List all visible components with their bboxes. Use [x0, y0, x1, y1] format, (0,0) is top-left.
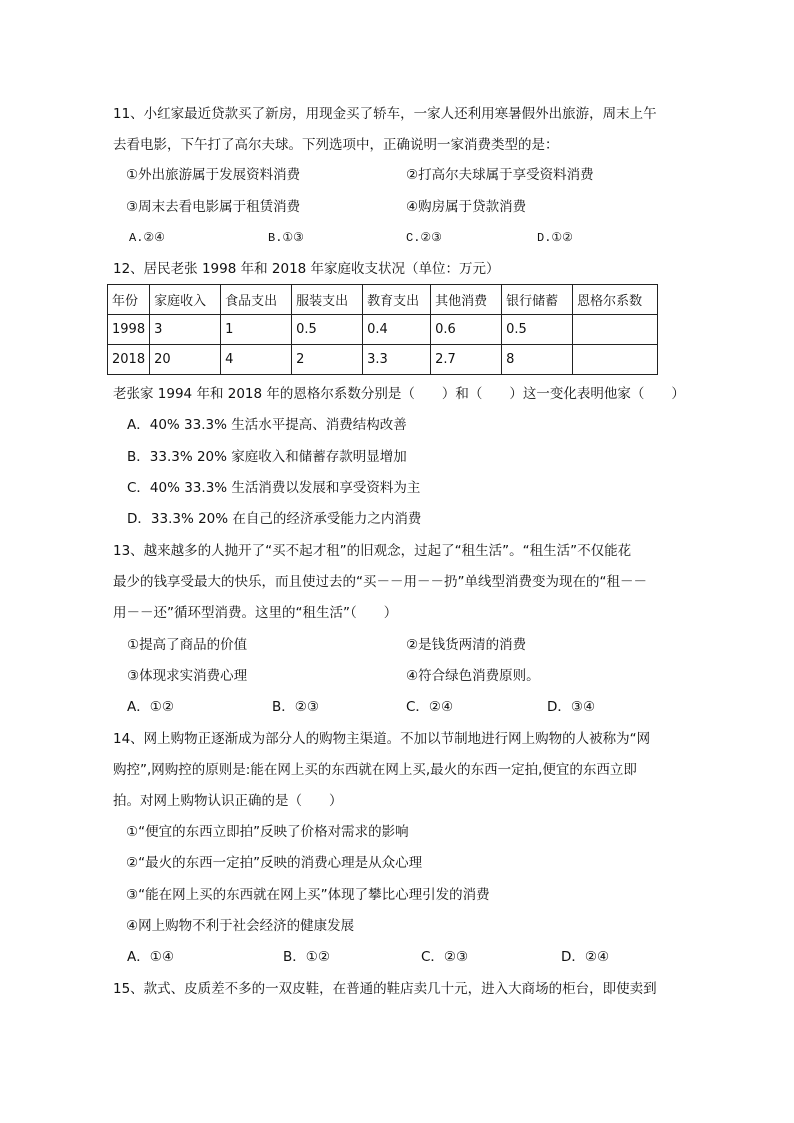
q14-option-b: B．①②: [283, 949, 330, 965]
table-row: [108, 345, 658, 375]
table-cell: 0.4: [363, 315, 431, 345]
q13-stem-line2: 最少的钱享受最大的快乐，而且使过去的“买－－用－－扔”单线型消费变为现在的“租－－: [113, 574, 647, 590]
q14-option-d: D．②④: [561, 949, 610, 965]
q11-statement-4: ④购房属于贷款消费: [406, 199, 527, 215]
q13-option-b: B．②③: [272, 699, 319, 715]
table-cell: 3.3: [363, 345, 431, 375]
q14-stem-line2: 购控”,网购控的原则是:能在网上买的东西就在网上买,最火的东西一定拍,便宜的东西立即: [113, 762, 637, 778]
table-cell: 4: [221, 345, 292, 375]
q11-statement-3: ③周末去看电影属于租赁消费: [126, 199, 301, 215]
q13-statement-3: ③体现求实消费心理: [127, 668, 248, 684]
q11-statement-2: ②打高尔夫球属于享受资料消费: [406, 167, 594, 183]
q13-stem-line1: 13、越来越多的人抛开了“买不起才租”的旧观念，过起了“租生活”。“租生活”不仅能花: [113, 543, 632, 559]
q13-stem-line3: 用－－还”循环型消费。这里的“租生活”（ ）: [113, 605, 398, 621]
table-cell: 0.5: [502, 315, 573, 345]
table-header-cell: 银行储蓄: [502, 285, 573, 315]
table-cell: 2018: [108, 345, 150, 375]
q12-title: 12、居民老张 1998 年和 2018 年家庭收支状况（单位：万元）: [113, 261, 500, 277]
q11-option-d: D.①②: [537, 231, 573, 245]
table-header-row: [108, 285, 658, 315]
q12-option-a: A．40% 33.3% 生活水平提高、消费结构改善: [127, 417, 407, 433]
q13-statement-4: ④符合绿色消费原则。: [406, 668, 540, 684]
table-cell: 0.6: [431, 315, 502, 345]
table-row: [108, 315, 658, 345]
q14-option-a: A．①④: [127, 949, 174, 965]
q13-option-a: A．①②: [127, 699, 174, 715]
table-cell: [573, 315, 658, 345]
q11-stem-line2: 去看电影，下午打了高尔夫球。下列选项中，正确说明一家消费类型的是：: [113, 137, 559, 153]
q13-option-d: D．③④: [547, 699, 596, 715]
table-header-cell: 家庭收入: [150, 285, 221, 315]
table-cell: 1998: [108, 315, 150, 345]
table-cell: 1: [221, 315, 292, 345]
table-cell: 3: [150, 315, 221, 345]
income-expense-table: [107, 284, 658, 375]
q11-option-b: B.①③: [268, 231, 304, 245]
table-header-cell: 其他消费: [431, 285, 502, 315]
q11-option-c: C.②③: [406, 231, 442, 245]
q14-stem-line1: 14、网上购物正逐渐成为部分人的购物主渠道。不加以节制地进行网上购物的人被称为“网: [113, 731, 651, 747]
q12-option-b: B．33.3% 20% 家庭收入和储蓄存款明显增加: [127, 449, 407, 465]
q14-stem-line3: 拍。对网上购物认识正确的是（ ）: [113, 793, 343, 809]
q13-statement-1: ①提高了商品的价值: [127, 637, 248, 653]
q14-option-c: C．②③: [421, 949, 469, 965]
table-cell: [573, 345, 658, 375]
q11-option-a: A.②④: [129, 231, 165, 245]
table-header-cell: 恩格尔系数: [573, 285, 658, 315]
table-cell: 2: [292, 345, 363, 375]
table-cell: 8: [502, 345, 573, 375]
q14-statement-3: ③“能在网上买的东西就在网上买”体现了攀比心理引发的消费: [126, 887, 490, 903]
q11-statement-1: ①外出旅游属于发展资料消费: [126, 167, 301, 183]
table-header-cell: 年份: [108, 285, 150, 315]
q12-option-d: D．33.3% 20% 在自己的经济承受能力之内消费: [127, 511, 422, 527]
q14-statement-2: ②“最火的东西一定拍”反映的消费心理是从众心理: [126, 855, 423, 871]
table-header-cell: 教育支出: [363, 285, 431, 315]
table-cell: 2.7: [431, 345, 502, 375]
table-cell: 0.5: [292, 315, 363, 345]
q12-question: 老张家 1994 年和 2018 年的恩格尔系数分别是（ ）和（ ）这一变化表明他家（ ）: [113, 386, 685, 402]
table-header-cell: 食品支出: [221, 285, 292, 315]
q13-option-c: C．②④: [406, 699, 454, 715]
q14-statement-4: ④网上购物不利于社会经济的健康发展: [126, 918, 355, 934]
q15-stem-line1: 15、款式、皮质差不多的一双皮鞋，在普通的鞋店卖几十元，进入大商场的柜台，即使卖到: [113, 981, 657, 997]
table-cell: 20: [150, 345, 221, 375]
q12-option-c: C．40% 33.3% 生活消费以发展和享受资料为主: [127, 480, 421, 496]
q13-statement-2: ②是钱货两清的消费: [406, 637, 527, 653]
table-header-cell: 服装支出: [292, 285, 363, 315]
q11-stem-line1: 11、小红家最近贷款买了新房，用现金买了轿车，一家人还利用寒暑假外出旅游，周末上午: [113, 106, 657, 122]
q14-statement-1: ①“便宜的东西立即拍”反映了价格对需求的影响: [126, 824, 409, 840]
